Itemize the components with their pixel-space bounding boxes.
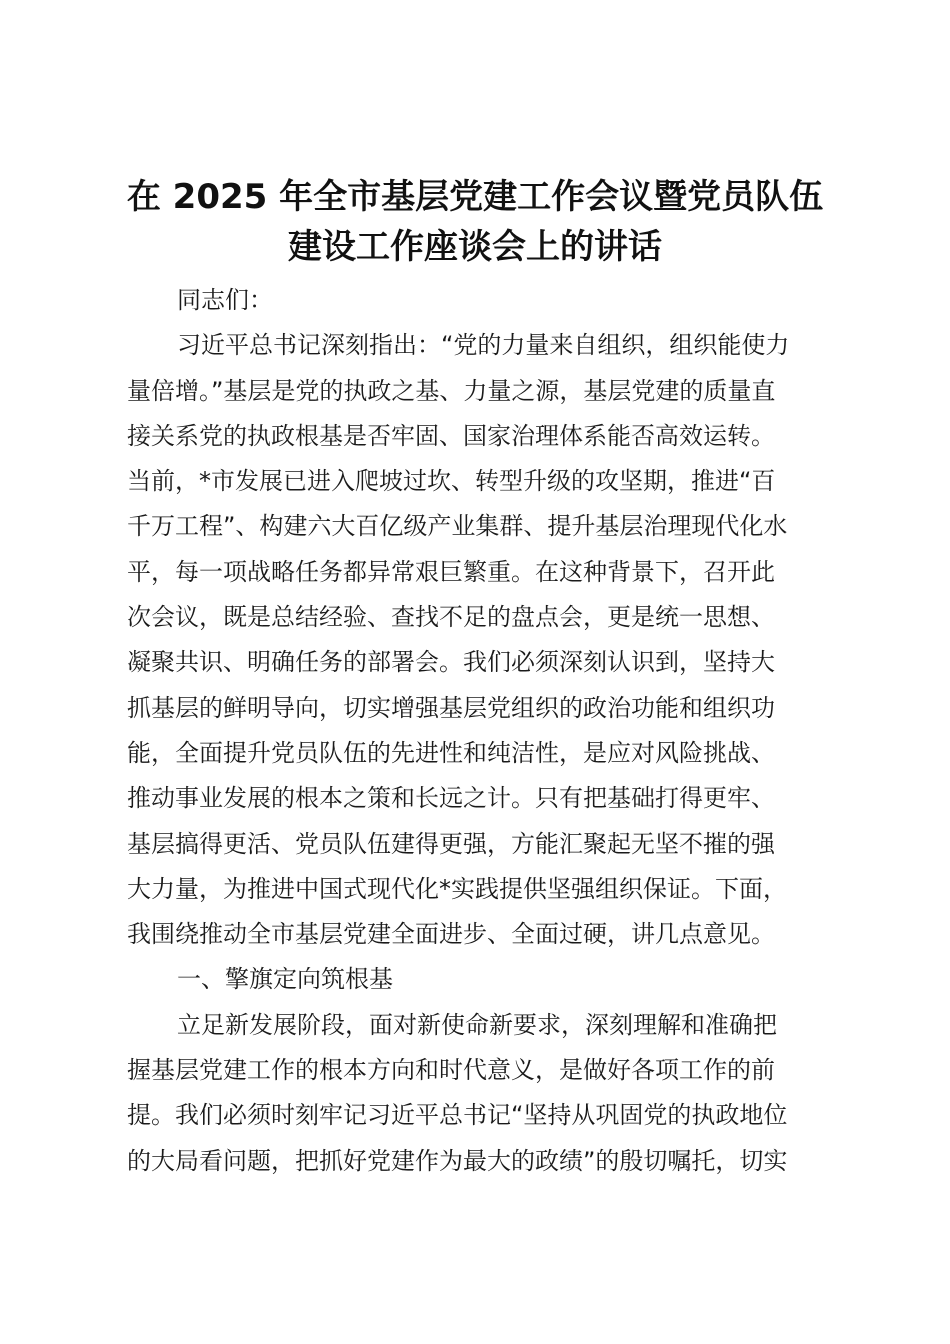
paragraph-line: 大力量，为推进中国式现代化*实践提供坚强组织保证。下面， xyxy=(127,874,787,903)
section-heading: 一、擎旗定向筑根基 xyxy=(177,965,393,994)
paragraph-line: 千万工程”、构建六大百亿级产业集群、提升基层治理现代化水 xyxy=(127,512,788,541)
paragraph-line: 我围绕推动全市基层党建全面进步、全面过硬，讲几点意见。 xyxy=(127,920,775,949)
paragraph-line: 握基层党建工作的根本方向和时代意义，是做好各项工作的前 xyxy=(127,1056,775,1085)
paragraph-line: 抓基层的鲜明导向，切实增强基层党组织的政治功能和组织功 xyxy=(127,693,775,722)
intro-paragraph xyxy=(127,323,831,957)
paragraph-line: 次会议，既是总结经验、查找不足的盘点会，更是统一思想、 xyxy=(127,603,775,632)
paragraph-line: 当前，*市发展已进入爬坡过坎、转型升级的攻坚期，推进“百 xyxy=(127,467,776,496)
document-body xyxy=(127,278,831,1184)
paragraph-line: 基层搞得更活、党员队伍建得更强，方能汇聚起无坚不摧的强 xyxy=(127,829,775,858)
salutation-paragraph xyxy=(127,278,831,323)
paragraph-line: 的大局看问题，把抓好党建作为最大的政绩”的殷切嘱托，切实 xyxy=(127,1146,788,1175)
paragraph-line: 接关系党的执政根基是否牢固、国家治理体系能否高效运转。 xyxy=(127,421,775,450)
salutation: 同志们： xyxy=(177,286,273,314)
section-paragraph xyxy=(127,1003,831,1184)
paragraph-line: 推动事业发展的根本之策和长远之计。只有把基础打得更牢、 xyxy=(127,784,775,813)
paragraph-line: 量倍增。”基层是党的执政之基、力量之源，基层党建的质量直 xyxy=(127,376,776,405)
paragraph-line: 提。我们必须时刻牢记习近平总书记“坚持从巩固党的执政地位 xyxy=(127,1101,788,1130)
paragraph-line: 凝聚共识、明确任务的部署会。我们必须深刻认识到，坚持大 xyxy=(127,648,775,677)
document-title xyxy=(120,172,830,272)
title-line: 在 2025 年全市基层党建工作会议暨党员队伍 xyxy=(126,177,824,217)
title-line: 建设工作座谈会上的讲话 xyxy=(288,227,662,267)
paragraph-line: 平，每一项战略任务都异常艰巨繁重。在这种背景下，召开此 xyxy=(127,557,775,586)
paragraph-line: 习近平总书记深刻指出：“党的力量来自组织，组织能使力 xyxy=(177,331,790,360)
paragraph-line: 立足新发展阶段，面对新使命新要求，深刻理解和准确把 xyxy=(177,1010,777,1039)
section-heading-paragraph xyxy=(127,957,831,1002)
paragraph-line: 能，全面提升党员队伍的先进性和纯洁性，是应对风险挑战、 xyxy=(127,738,775,767)
